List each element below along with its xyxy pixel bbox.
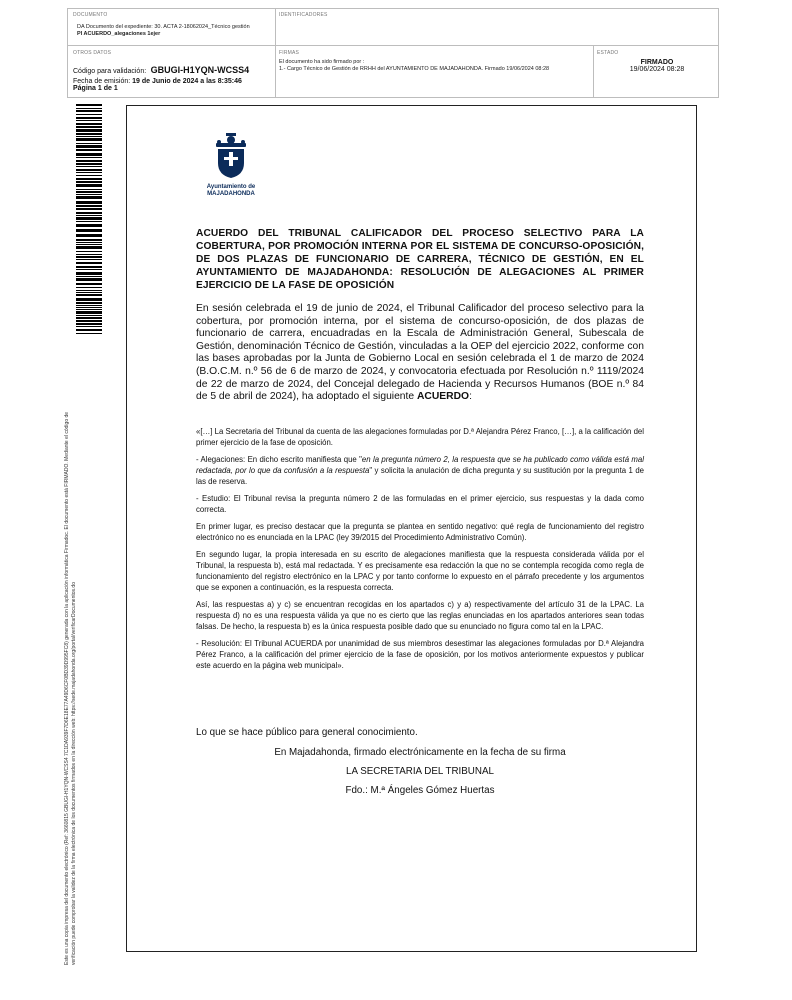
closing-line: Lo que se hace público para general conocimiento.: [196, 727, 418, 738]
barcode-bar: [76, 104, 102, 106]
barcode-bar: [76, 269, 102, 270]
page-count: Página 1 de 1: [73, 85, 118, 92]
quote-paragraph-2: [196, 454, 644, 487]
barcode-bar: [76, 136, 102, 137]
quote-paragraph-4: En primer lugar, es preciso destacar que la pregunta se plantea en sentido negativo: qué regla de funcionamiento del registro electrónico no es enunciada en la LPAC (ley 39/2015 del Procedimiento Administrativo Común).: [196, 522, 644, 542]
emission-date-label: Fecha de emisión:: [73, 78, 131, 85]
barcode-bar: [76, 160, 102, 162]
barcode-bar: [76, 333, 102, 334]
barcode-bar: [76, 163, 102, 165]
barcode-bar: [76, 157, 102, 158]
barcode-bar: [76, 242, 102, 243]
barcode-bar: [76, 239, 102, 241]
signature-name: Fdo.: M.ª Ángeles Gómez Huertas: [345, 785, 495, 796]
documento-line2: PI ACUERDO_alegaciones 1ejer: [77, 31, 161, 37]
barcode-bar: [76, 212, 102, 214]
barcode-bar: [76, 126, 102, 128]
barcode-bar: [76, 191, 102, 193]
barcode-bar: [76, 169, 102, 171]
barcode-bar: [76, 120, 102, 121]
barcode-bar: [76, 317, 102, 319]
barcode-bar: [76, 266, 102, 268]
barcode-bar: [76, 143, 102, 144]
barcode-bar: [76, 123, 102, 125]
firmas-line2: 1.- Cargo Técnico de Gestión de RRHH del AYUNTAMIENTO DE MAJADAHONDA. Firmado 19/06/2024 08:28: [279, 66, 550, 72]
intro-acuerdo: ACUERDO: [417, 391, 470, 403]
barcode-bar: [76, 178, 102, 180]
barcode-bar: [76, 110, 102, 112]
barcode-bar: [76, 302, 102, 304]
barcode-bar: [76, 114, 102, 115]
barcode-bar: [76, 246, 102, 249]
quote-paragraph-3: - Estudio: El Tribunal revisa la pregunta número 2 de las formuladas en el primer ejercicio, sus respuestas y la dada como correcta.: [196, 494, 644, 514]
barcode-bar: [76, 244, 102, 245]
quoted-body: [196, 426, 644, 677]
barcode-bar: [76, 133, 102, 135]
barcode-bar: [76, 234, 102, 237]
barcode-bar: [76, 272, 102, 275]
barcode-bar: [76, 309, 102, 310]
validation-code-row: [73, 60, 273, 78]
barcode-bar: [76, 307, 102, 308]
barcode-bar: [76, 196, 102, 199]
barcode-bar: [76, 149, 102, 151]
intro-paragraph: [196, 303, 644, 404]
barcode-bar: [76, 215, 102, 216]
barcode-bar: [76, 311, 102, 314]
barcode-bar: [76, 138, 102, 141]
barcode-bar: [76, 108, 102, 109]
firmas-line1: El documento ha sido firmado por :: [279, 59, 365, 65]
documento-line1: DA Documento del expediente: 30. ACTA 2-18062024_Técnico gestión: [77, 24, 250, 30]
signature-place-line: En Majadahonda, firmado electrónicamente en la fecha de su firma: [274, 747, 566, 758]
barcode-bar: [76, 323, 102, 325]
barcode-bar: [76, 315, 102, 316]
barcode-bar: [76, 256, 102, 258]
barcode-bar: [76, 329, 102, 331]
barcode-bar: [76, 251, 102, 252]
document-title: ACUERDO DEL TRIBUNAL CALIFICADOR DEL PROCESO SELECTIVO PARA LA COBERTURA, POR PROMOCIÓN INTERNA POR EL SISTEMA DE CONCURSO-OPOSICIÓN, DE DOS PLAZAS DE FUNCIONARIO DE CARRERA, TÉCNICO DE GESTIÓN, EN EL AYUNTAMIENTO DE MAJADAHONDA: RESOLUCIÓN DE ALEGACIONES AL PRIMER EJERCICIO DE LA FASE DE OPOSICIÓN: [196, 228, 644, 291]
barcode-bar: [76, 166, 102, 167]
estado-label: ESTADO: [597, 50, 619, 56]
emission-date-row: [73, 78, 273, 85]
barcode-bar: [76, 298, 102, 301]
barcode-bar: [76, 129, 102, 132]
p2-end: " y solicita la anulación de dicha pregunta y su sustitución por la pregunta 1 de las de reserva.: [196, 466, 644, 486]
barcode-bar: [76, 189, 102, 190]
side-legal-line1: Este es una copia impresa del documento electrónico (Ref: 3660815 GBUGI-H1YQN-WCSS4 7C1DA939F7D6E18E77A49D6CF0BD39D995FC8) generada con la aplicación informática Firmadoc. El documento está FIRMADO. Mediante el código de: [64, 411, 70, 965]
barcode-bar: [76, 292, 102, 293]
documento-cell: [73, 12, 273, 38]
barcode-bar: [76, 172, 102, 173]
side-legal-line2: verificación puede comprobar la validez de la firma electrónica de los documentos firmados en la dirección web: https://sede.majadahonda.org/portal/verificarDocumentos.do: [70, 582, 77, 965]
barcode-bar: [76, 259, 102, 260]
p2-italic: en la pregunta número 2, la respuesta que se ha publicado como válida está mal redactada, por lo que da confusión a la respuesta: [196, 455, 644, 475]
barcode-bar: [76, 294, 102, 296]
barcode-bar: [76, 229, 102, 232]
barcode-bar: [76, 224, 102, 227]
barcode-bar: [76, 276, 102, 277]
identificadores-label: IDENTIFICADORES: [279, 12, 328, 18]
barcode-bar: [76, 194, 102, 195]
estado-value: FIRMADO: [640, 59, 674, 66]
barcode-bar: [76, 278, 102, 281]
identificadores-cell: [279, 12, 328, 18]
validation-code-value[interactable]: GBUGI-H1YQN-WCSS4: [150, 65, 250, 75]
barcode-bar: [76, 320, 102, 322]
signature-role: LA SECRETARIA DEL TRIBUNAL: [346, 766, 494, 777]
barcode-bar: [76, 145, 102, 148]
barcode-bar: [76, 117, 102, 119]
otros-datos-cell: [73, 50, 273, 92]
otros-datos-label: OTROS DATOS: [73, 50, 112, 56]
barcode-bar: [76, 208, 102, 210]
barcode-bar: [76, 283, 102, 285]
barcode-image: [76, 104, 102, 334]
validation-code-label: Código para validación:: [73, 68, 147, 75]
document-header: [67, 8, 719, 98]
firmas-label: FIRMAS: [279, 50, 300, 56]
barcode-bar: [76, 290, 102, 291]
barcode-bar: [76, 175, 102, 176]
barcode-bar: [76, 305, 102, 306]
barcode-bar: [76, 254, 102, 255]
barcode-bar: [76, 221, 102, 222]
barcode-bar: [76, 326, 102, 327]
intro-text: En sesión celebrada el 19 de junio de 2024, el Tribunal Calificador del proceso selectivo para la cobertura, por promoción interna, por el sistema de concurso-oposición, de dos plazas de funcionario de carrera, encuadradas en la Escala de Administración General, Subescala de Gestión, denominación Técnico de Gestión, vinculadas a la OEP del ejercicio 2022, conforme con las bases aprobadas por la Junta de Gobierno Local en sesión celebrada el 1 de marzo de 2024 (B.O.C.M. n.º 56 de 6 de marzo de 2024, y convocatoria efectuada por Resolución n.º 1119/2024 de 22 de marzo de 2024, del Concejal delegado de Hacienda y Recursos Humanos (BOE n.º 84 de 5 de abril de 2024), ha adoptado el siguiente: [196, 303, 644, 403]
estado-cell: [597, 50, 717, 73]
side-legal-text: [64, 305, 77, 965]
barcode-bar: [76, 201, 102, 204]
barcode-bar: [76, 184, 102, 187]
barcode-bar: [76, 153, 102, 156]
quote-paragraph-1: «[…] La Secretaria del Tribunal da cuenta de las alegaciones formuladas por D.ª Alejandra Pérez Franco, […], a la calificación del primer ejercicio de la fase de oposición.: [196, 427, 644, 447]
barcode-bar: [76, 262, 102, 264]
quote-paragraph-6: Así, las respuestas a) y c) se encuentran recogidas en los apartados c) y a) respectivamente del artículo 31 de la LPAC. La respuesta d) no es una respuesta válida ya que no es cierto que las reglas enunciadas en los apartados anteriores sean todas falsas. De hecho, la respuesta b) es la única respuesta posible dado que su enunciado no figura como tal en la LPAC.: [196, 600, 644, 631]
estado-date: 19/06/2024 08:28: [629, 66, 685, 73]
barcode-bar: [76, 217, 102, 220]
documento-label: DOCUMENTO: [73, 12, 108, 18]
intro-end: :: [469, 391, 472, 403]
coat-of-arms-icon: [214, 133, 248, 179]
emission-date-value: 19 de Junio de 2024 a las 8:35:46: [132, 78, 242, 85]
municipal-logo: [196, 133, 266, 203]
barcode-bar: [76, 287, 102, 288]
barcode-bar: [76, 181, 102, 183]
logo-line1: Ayuntamiento de: [206, 184, 256, 190]
logo-line2: MAJADAHONDA: [207, 191, 255, 197]
barcode-bar: [76, 205, 102, 207]
quote-paragraph-5: En segundo lugar, la propia interesada en su escrito de alegaciones manifiesta que la respuesta considerada válida por el Tribunal, la respuesta b), está mal redactada. Y es precisamente esa redacción la que no se contempla recogida como regla de funcionamiento del registro electrónico en la LPAC y por tanto conforme lo expuesto en el párrafo precedente y los argumentos que se exponen a continuación, es la respuesta correcta.: [196, 550, 644, 592]
firmas-cell: [279, 50, 589, 73]
p2-start: - Alegaciones: En dicho escrito manifiesta que ": [196, 455, 362, 464]
quote-paragraph-7: - Resolución: El Tribunal ACUERDA por unanimidad de sus miembros desestimar las alegaciones formuladas por D.ª Alejandra Pérez Franco, a la calificación del primer ejercicio de la fase de oposición, por los motivos anteriormente expuestos y publicar este acuerdo en la página web municipal».: [196, 639, 644, 670]
